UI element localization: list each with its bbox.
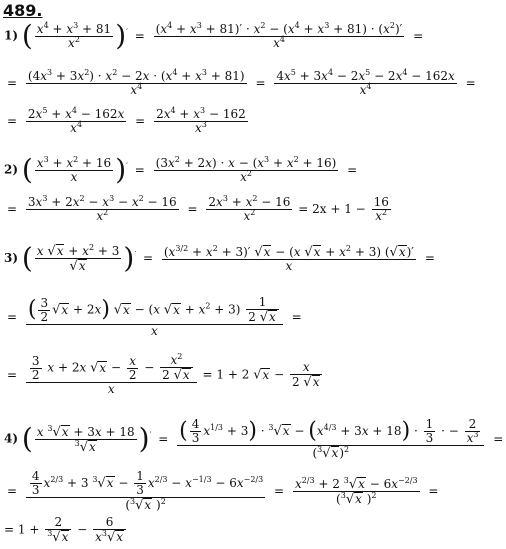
- p4-result: = 1 +: [4, 522, 40, 537]
- p1-label: 1): [4, 28, 19, 43]
- p4-eq-end: =: [493, 431, 504, 446]
- p4-line3: = 1 + $\frac{2}{^3√x}$ − $\frac{6}{x^3√x}$: [4, 516, 128, 544]
- p1-line1: 1) ( $\frac{x^4 + x^3 + 81}{x^2}$ )′ = $\frac{(x^4 + x^3 + 81)' \cdot x^2 - (x^4 + x^3 + 81) \cdot (x^2)'}{x^4}$ =: [4, 19, 424, 52]
- p2-line2: = $\frac{3x^3 + 2x^2 - x^3 - x^2 - 16}{x^2}$ = $\frac{2x^3 + x^2 - 16}{x^2}$ = 2x + 1 − $\frac{16}{x^2}$: [7, 194, 389, 223]
- p3-result: = 1 + 2: [202, 367, 250, 382]
- p2-result: = 2x + 1 −: [298, 202, 366, 216]
- p2-line1: 2) ( $\frac{x^3 + x^2 + 16}{x}$ )′ = $\frac{(3x^2 + 2x) \cdot x - (x^3 + x^2 + 16)}{x^2}$ =: [4, 153, 358, 186]
- problem-number: 489.: [3, 1, 43, 20]
- p4-line2-eq-end: =: [428, 483, 439, 498]
- p3-label: 3): [4, 251, 19, 265]
- p1-line2-eq-end: =: [465, 76, 476, 90]
- p4-line2: = $\frac{4}{3}$ $x^{2/3} + 3$ $^3$√x − $\frac{1}{3}$ $x^{2/3} - x^{-1/3} - 6x^{-2/3}$ ($^3$√x )$^2$ = $\frac{x^{2/3} + 2 ^3√x - 6x^{-2/3}}{(^3√x )^2}$ =: [7, 469, 439, 513]
- p2-eq-end: =: [347, 162, 358, 177]
- p3-line1: 3) ( $\frac{x √x + x^2 + 3}{√x}$ )′ = $\frac{(x^{3/2} + x^2 + 3)' √x - (x √x + x^2 + 3) (√x)'}{x}$ =: [4, 241, 435, 275]
- p1-line2-eq: =: [7, 76, 18, 90]
- p1-line3: = $\frac{2x^5 + x^4 - 162x}{x^4}$ = $\frac{2x^4 + x^3 - 162}{x^3}$: [7, 106, 246, 135]
- p4-line2-eq: =: [7, 483, 18, 498]
- p4-label: 4): [4, 431, 19, 446]
- p1-eq-end: =: [413, 28, 424, 43]
- p2-label: 2): [4, 162, 19, 177]
- p3-line2-eq-end: =: [291, 309, 302, 324]
- p4-line1: 4) ( $\frac{x ^3√x + 3x + 18}{^3√x}$ )′ = ( $\frac{4}{3}$ $x^{1/3} + 3) \cdot ^3√x - (x^{4/3} + 3x + 18)$ · $\frac{1}{3}$ · − $\frac{2}{x^3}$ $(^3√x)^2$ =: [4, 417, 504, 461]
- p3-line2-eq: =: [7, 309, 18, 324]
- p2-line2-eq: =: [7, 202, 18, 216]
- p3-line2: = ( $\frac{3}{2}$ √x + 2x) √x − (x $√x + x^2 + 3$) $\frac{1}{2 √x}$ x =: [7, 295, 302, 338]
- p3-eq-end: =: [424, 251, 435, 265]
- p1-line3-eq: =: [7, 114, 18, 128]
- p1-line2: = $\frac{(4x^3 + 3x^2) \cdot x^2 - 2x \cdot (x^4 + x^3 + 81)}{x^4}$ = $\frac{4x^5 + 3x^4 - 2x^5 - 2x^4 - 162x}{x^4}$ =: [7, 68, 476, 97]
- p3-line3: = $\frac{3}{2}$ x + 2x √x − $\frac{x}{2}$ − $\frac{x^2}{2 √x}$ x = 1 + 2 √x − $\frac{x}{2 √x}$: [4, 354, 324, 396]
- p3-line3-eq: =: [7, 367, 18, 382]
